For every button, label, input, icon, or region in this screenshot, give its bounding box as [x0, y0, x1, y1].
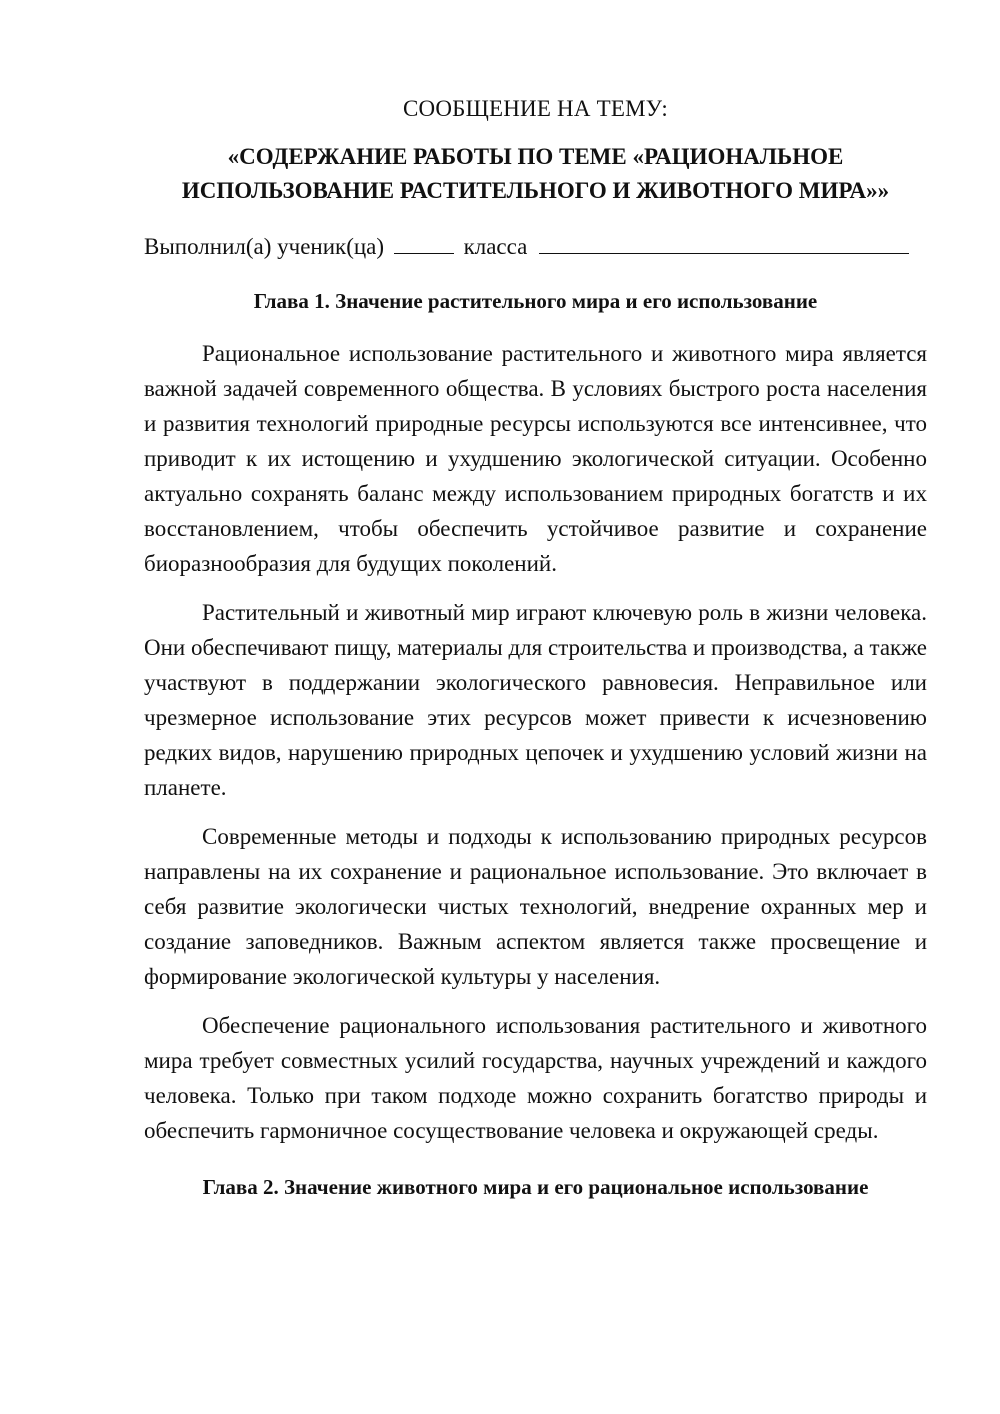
- paragraph-1: Рациональное использование растительного и животного мира является важной задачей современного общества. В условиях быстрого роста населения и развития технологий природные ресурсы используются все интенсивнее, что приводит к их истощению и ухудшению экологической ситуации. Особенно актуально сохранять баланс между использованием природных богатств и их восстановлением, чтобы обеспечить устойчивое развитие и сохранение биоразнообразия для будущих поколений.: [144, 341, 927, 576]
- author-line: [144, 230, 927, 264]
- chapter-1-heading: Глава 1. Значение растительного мира и его использование: [253, 289, 818, 313]
- paragraph-2: Растительный и животный мир играют ключевую роль в жизни человека. Они обеспечивают пищу, материалы для строительства и производства, а также участвуют в поддержании экологического равновесия. Неправильное или чрезмерное использование этих ресурсов может привести к исчезновению редких видов, нарушению природных цепочек и ухудшению условий жизни на планете.: [144, 600, 927, 800]
- chapter-2-heading: Глава 2. Значение животного мира и его рациональное использование: [202, 1175, 869, 1199]
- author-middle: класса: [463, 234, 528, 259]
- document-title-line-1: «СОДЕРЖАНИЕ РАБОТЫ ПО ТЕМЕ «РАЦИОНАЛЬНОЕ: [227, 144, 844, 169]
- name-blank-field: [539, 231, 909, 254]
- paragraph-4: Обеспечение рационального использования растительного и животного мира требует совместных усилий государства, научных учреждений и каждого человека. Только при таком подходе можно сохранить богатство природы и обеспечить гармоничное сосуществование человека и окружающей среды.: [144, 1013, 927, 1143]
- document-content: [144, 92, 927, 1204]
- document-title: [144, 140, 927, 208]
- document-title-line-2: ИСПОЛЬЗОВАНИЕ РАСТИТЕЛЬНОГО И ЖИВОТНОГО МИРА»»: [181, 178, 890, 203]
- document-header: СООБЩЕНИЕ НА ТЕМУ:: [403, 96, 668, 121]
- paragraph-3: Современные методы и подходы к использованию природных ресурсов направлены на их сохранение и рациональное использование. Это включает в себя развитие экологически чистых технологий, внедрение охранных мер и создание заповедников. Важным аспектом является также просвещение и формирование экологической культуры у населения.: [144, 824, 927, 989]
- class-blank-field: [394, 231, 454, 254]
- author-prefix: Выполнил(а) ученик(ца): [144, 234, 385, 259]
